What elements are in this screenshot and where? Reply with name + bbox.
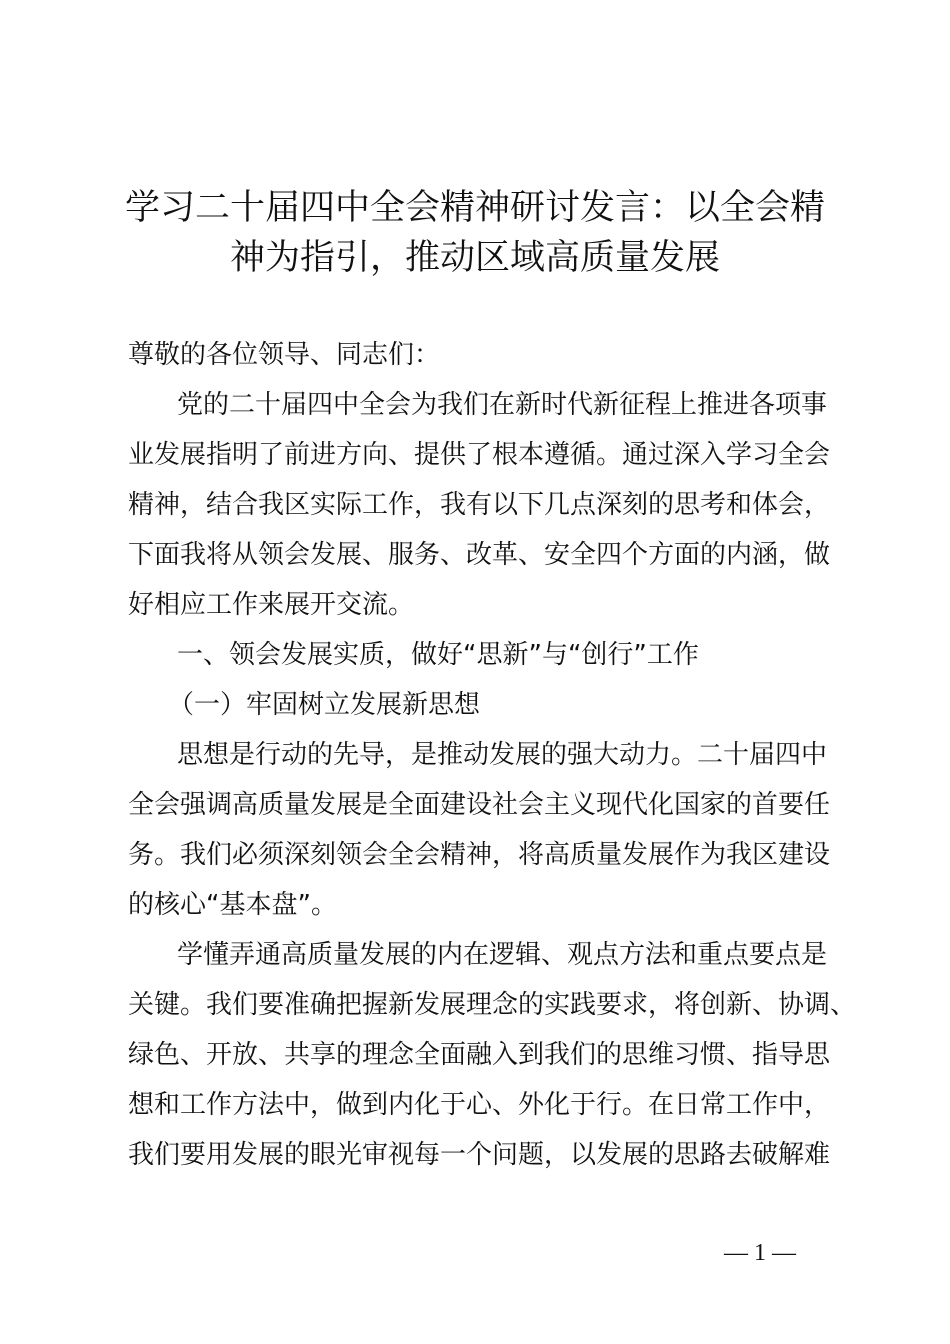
salutation: 尊敬的各位领导、同志们： (128, 340, 441, 370)
paragraph-line: 绿色、开放、共享的理念全面融入到我们的思维习惯、指导思 (128, 1040, 831, 1070)
title-line: 神为指引，推动区域高质量发展 (229, 238, 720, 278)
paragraph-line: 的核心“基本盘”。 (128, 890, 337, 920)
paragraph-line: 务。我们必须深刻领会全会精神，将高质量发展作为我区建设 (128, 840, 831, 870)
paragraph-line: 关键。我们要准确把握新发展理念的实践要求，将创新、协调、 (128, 990, 857, 1020)
paragraph-line: 下面我将从领会发展、服务、改革、安全四个方面的内涵，做 (128, 540, 831, 570)
document-body (128, 330, 857, 1180)
title-line: 学习二十届四中全会精神研讨发言：以全会精 (124, 188, 825, 228)
paragraph-line: 思想是行动的先导，是推动发展的强大动力。二十届四中 (177, 740, 828, 770)
paragraph-line: 我们要用发展的眼光审视每一个问题，以发展的思路去破解难 (128, 1140, 831, 1170)
paragraph-line: 好相应工作来展开交流。 (128, 590, 415, 620)
section-heading: 一、领会发展实质，做好“思新”与“创行”工作 (177, 640, 699, 670)
paragraph-line: 全会强调高质量发展是全面建设社会主义现代化国家的首要任 (128, 790, 831, 820)
paragraph-line: 学懂弄通高质量发展的内在逻辑、观点方法和重点要点是 (177, 940, 828, 970)
page-number: — 1 — (724, 1240, 796, 1266)
paragraph-line: 精神，结合我区实际工作，我有以下几点深刻的思考和体会， (128, 490, 831, 520)
subsection-heading: （一）牢固树立发展新思想 (168, 690, 481, 720)
paragraph-line: 党的二十届四中全会为我们在新时代新征程上推进各项事 (177, 390, 828, 420)
paragraph-line: 业发展指明了前进方向、提供了根本遵循。通过深入学习全会 (128, 440, 831, 470)
paragraph-line: 想和工作方法中，做到内化于心、外化于行。在日常工作中， (128, 1090, 831, 1120)
document-title (0, 183, 950, 283)
